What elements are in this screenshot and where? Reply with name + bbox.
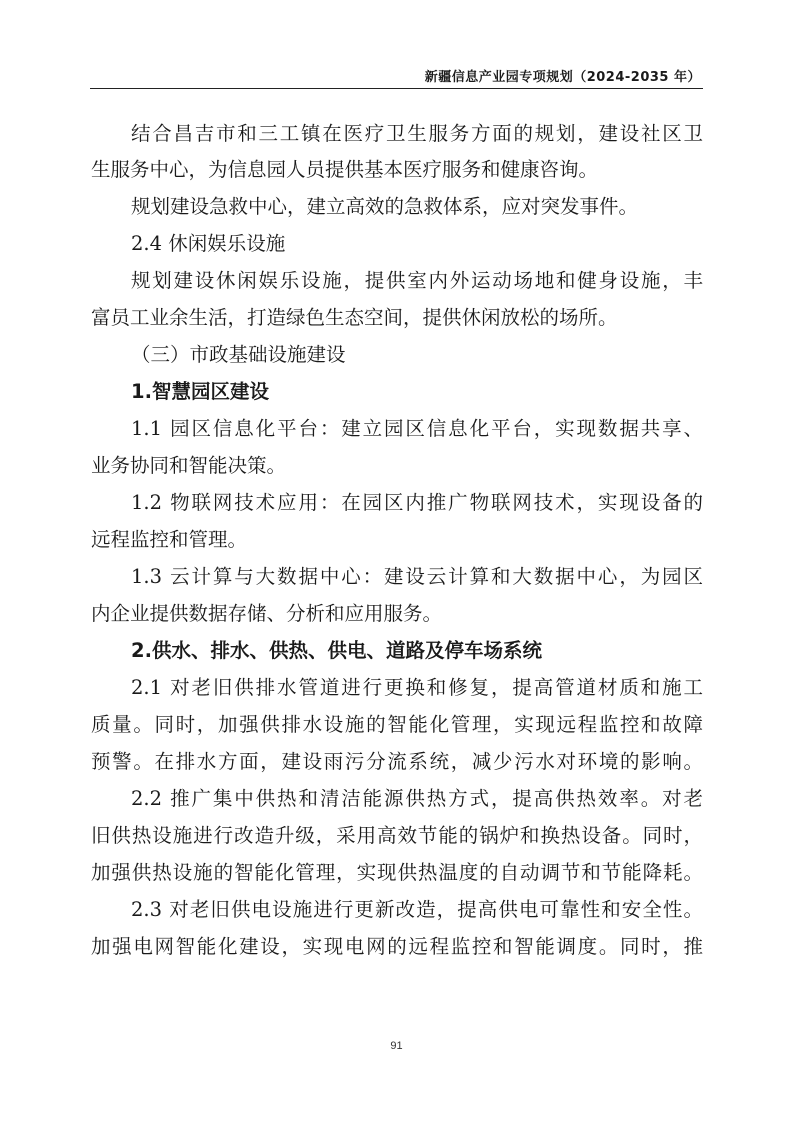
paragraph-line: 加强电网智能化建设，实现电网的远程监控和智能调度。同时，推 xyxy=(91,935,703,958)
section-heading: 1.智慧园区建设 xyxy=(131,380,269,403)
paragraph-line: 内企业提供数据存储、分析和应用服务。 xyxy=(91,602,443,625)
paragraph-line: 结合昌吉市和三工镇在医疗卫生服务方面的规划，建设社区卫 xyxy=(131,122,703,145)
section-heading: 2.供水、排水、供热、供电、道路及停车场系统 xyxy=(131,639,542,662)
paragraph-line: 规划建设急救中心，建立高效的急救体系，应对突发事件。 xyxy=(131,195,639,218)
paragraph-line: 旧供热设施进行改造升级，采用高效节能的锅炉和换热设备。同时， xyxy=(91,824,703,847)
paragraph-line: 加强供热设施的智能化管理，实现供热温度的自动调节和节能降耗。 xyxy=(91,861,703,884)
paragraph-line: 生服务中心，为信息园人员提供基本医疗服务和健康咨询。 xyxy=(91,158,599,181)
paragraph-line: 2.3 对老旧供电设施进行更新改造，提高供电可靠性和安全性。 xyxy=(131,898,703,921)
page-header xyxy=(90,62,703,89)
paragraph-line: 业务协同和智能决策。 xyxy=(91,454,287,477)
paragraph-line: 1.1 园区信息化平台：建立园区信息化平台，实现数据共享、 xyxy=(131,417,703,440)
section-heading: （三）市政基础设施建设 xyxy=(131,343,346,366)
header-title: 新疆信息产业园专项规划（2024-2035 年） xyxy=(424,70,701,85)
paragraph-line: 富员工业余生活，打造绿色生态空间，提供休闲放松的场所。 xyxy=(91,306,618,329)
paragraph-line: 规划建设休闲娱乐设施，提供室内外运动场地和健身设施，丰 xyxy=(131,269,703,292)
paragraph-line: 1.3 云计算与大数据中心：建设云计算和大数据中心，为园区 xyxy=(131,565,703,588)
paragraph-line: 2.2 推广集中供热和清洁能源供热方式，提高供热效率。对老 xyxy=(131,787,703,810)
section-heading: 2.4 休闲娱乐设施 xyxy=(131,232,286,255)
paragraph-line: 2.1 对老旧供排水管道进行更换和修复，提高管道材质和施工 xyxy=(131,676,703,699)
paragraph-line: 质量。同时，加强供排水设施的智能化管理，实现远程监控和故障 xyxy=(91,713,703,736)
paragraph-line: 预警。在排水方面，建设雨污分流系统，减少污水对环境的影响。 xyxy=(91,750,703,773)
paragraph-line: 1.2 物联网技术应用：在园区内推广物联网技术，实现设备的 xyxy=(131,491,703,514)
page-number: 91 xyxy=(390,1040,403,1052)
paragraph-line: 远程监控和管理。 xyxy=(91,528,248,551)
